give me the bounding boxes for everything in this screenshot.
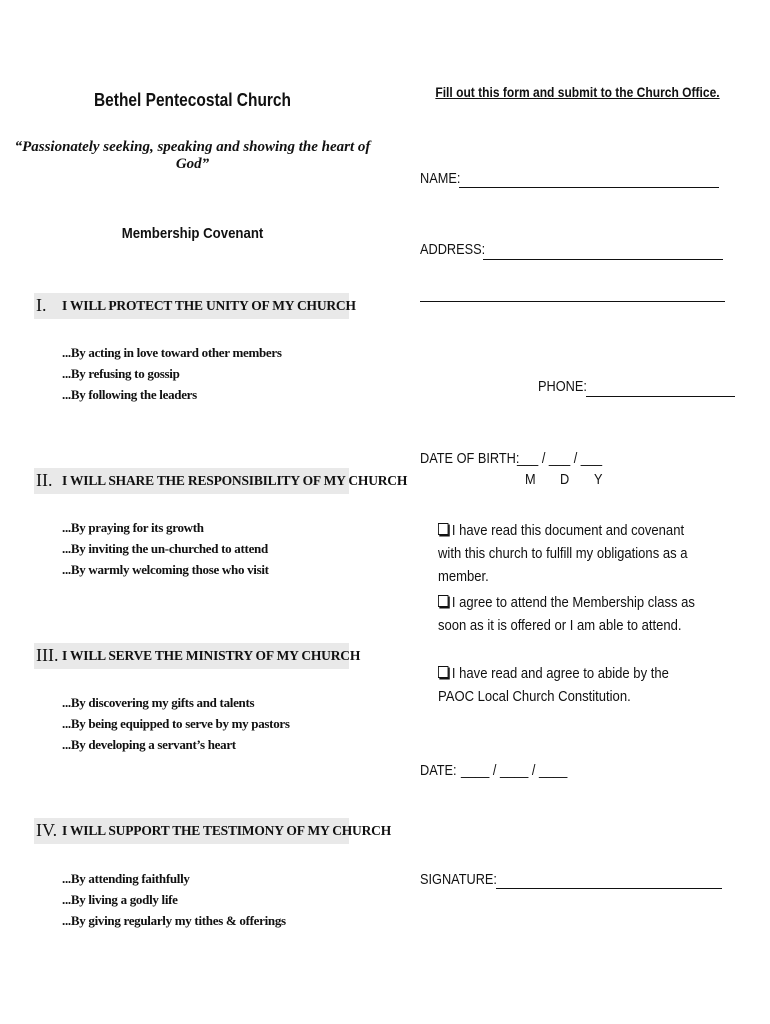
checkbox-icon[interactable] — [438, 595, 448, 607]
dob-day-label: D — [560, 471, 570, 488]
list-item: ...By refusing to gossip — [62, 366, 180, 381]
section-2-header — [34, 468, 408, 494]
list-item: ...By attending faithfully — [62, 871, 190, 886]
church-name: Bethel Pentecostal Church — [94, 90, 291, 110]
section-heading: I WILL PROTECT THE UNITY OF MY CHURCH — [62, 298, 356, 313]
list-item: ...By living a godly life — [62, 892, 178, 907]
list-item: ...By following the leaders — [62, 387, 197, 402]
dob-year-label: Y — [594, 471, 603, 488]
section-numeral: II. — [36, 470, 53, 490]
section-4-header — [34, 818, 392, 844]
address-field-line-2[interactable] — [420, 301, 725, 302]
list-item: ...By being equipped to serve by my pastors — [62, 716, 290, 731]
name-field[interactable] — [459, 187, 719, 188]
list-item: ...By developing a servant’s heart — [62, 737, 236, 752]
section-numeral: IV. — [36, 820, 58, 840]
signature-field[interactable] — [496, 888, 722, 889]
checkbox-membership-class[interactable] — [438, 591, 708, 637]
address-label: ADDRESS: — [420, 241, 486, 258]
checkbox-label: I agree to attend the Membership class as soon as it is offered or I am able to attend. — [438, 594, 695, 634]
signature-label: SIGNATURE: — [420, 871, 497, 888]
list-item: ...By giving regularly my tithes & offerings — [62, 913, 286, 928]
section-1-points — [62, 342, 282, 405]
checkbox-constitution[interactable] — [438, 662, 708, 708]
section-3-points — [62, 692, 290, 755]
date-field[interactable]: ____ / ____ / ____ — [461, 762, 568, 779]
checkbox-icon[interactable] — [438, 523, 448, 535]
checkbox-label: I have read and agree to abide by the PAOC Local Church Constitution. — [438, 665, 669, 705]
list-item: ...By praying for its growth — [62, 520, 204, 535]
dob-month-label: M — [525, 471, 536, 488]
section-1-header — [34, 293, 356, 319]
section-heading: I WILL SUPPORT THE TESTIMONY OF MY CHURCH — [62, 823, 392, 838]
covenant-title: Membership Covenant — [121, 225, 264, 242]
section-3-header — [34, 643, 361, 669]
dob-label: DATE OF BIRTH: — [420, 450, 520, 467]
phone-field[interactable] — [586, 396, 735, 397]
list-item: ...By warmly welcoming those who visit — [62, 562, 269, 577]
address-field[interactable] — [483, 259, 723, 260]
section-numeral: I. — [36, 295, 47, 315]
section-numeral: III. — [36, 645, 59, 665]
section-heading: I WILL SERVE THE MINISTRY OF MY CHURCH — [62, 648, 361, 663]
list-item: ...By inviting the un-churched to attend — [62, 541, 268, 556]
section-4-points — [62, 868, 286, 931]
date-label: DATE: — [420, 762, 457, 779]
dob-field[interactable]: ___ / ___ / ___ — [517, 450, 603, 467]
checkbox-covenant[interactable] — [438, 519, 708, 588]
section-2-points — [62, 517, 269, 580]
list-item: ...By acting in love toward other members — [62, 345, 282, 360]
name-label: NAME: — [420, 170, 461, 187]
checkbox-icon[interactable] — [438, 666, 448, 678]
form-instruction: Fill out this form and submit to the Church Office. — [435, 84, 720, 100]
list-item: ...By discovering my gifts and talents — [62, 695, 255, 710]
tagline: “Passionately seeking, speaking and showing the heart of God” — [14, 139, 371, 172]
section-heading: I WILL SHARE THE RESPONSIBILITY OF MY CHURCH — [62, 473, 408, 488]
phone-label: PHONE: — [538, 378, 587, 395]
checkbox-label: I have read this document and covenant with this church to fulfill my obligations as a member. — [438, 522, 688, 585]
